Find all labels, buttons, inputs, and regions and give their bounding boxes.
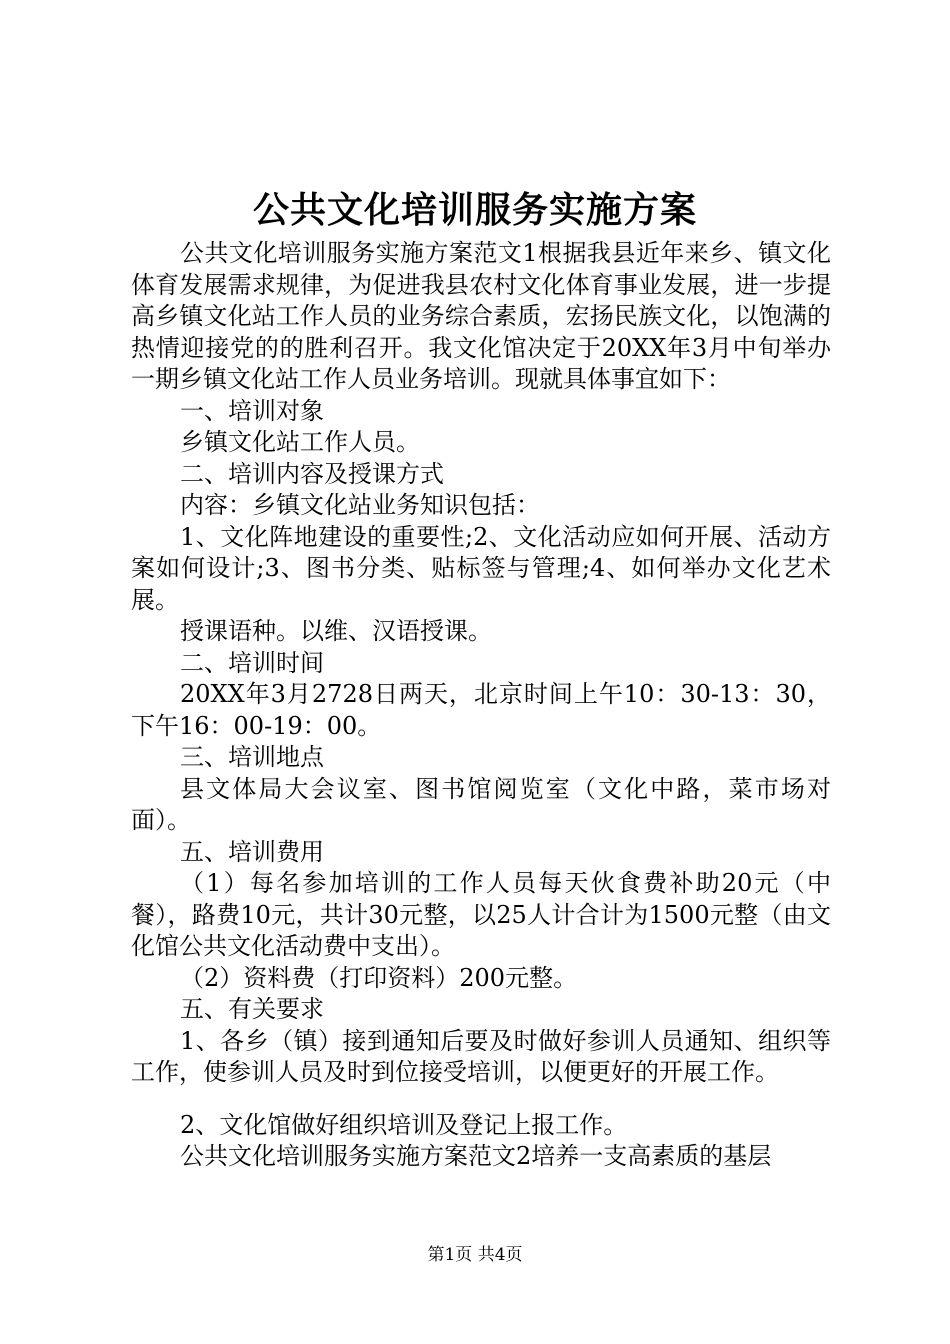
paragraph-requirement-1: 1、各乡（镇）接到通知后要及时做好参训人员通知、组织等工作，使参训人员及时到位接受培训，以便更好的开展工作。	[131, 1026, 831, 1086]
document-title: 公共文化培训服务实施方案	[252, 189, 697, 231]
paragraph-intro: 公共文化培训服务实施方案范文1根据我县近年来乡、镇文化体育发展需求规律，为促进我县农村文化体育事业发展，进一步提高乡镇文化站工作人员的业务综合素质，宏扬民族文化，以饱满的热情迎接党的的胜利召开。我文化馆决定于20XX年3月中旬举办一期乡镇文化站工作人员业务培训。现就具体事宜如下：	[131, 239, 831, 393]
heading-training-time: 二、培训时间	[180, 648, 324, 677]
paragraph-training-time: 20XX年3月2728日两天，北京时间上午10：30-13：30，下午16：00-19：00。	[131, 680, 831, 740]
paragraph-cost-materials: （2）资料费（打印资料）200元整。	[180, 963, 578, 992]
heading-training-target: 一、培训对象	[180, 396, 324, 425]
paragraph-training-location: 县文体局大会议室、图书馆阅览室（文化中路，菜市场对面）。	[131, 774, 831, 834]
heading-requirements: 五、有关要求	[180, 995, 324, 1023]
document-body	[131, 238, 831, 1173]
heading-training-cost: 五、培训费用	[180, 837, 324, 866]
paragraph-requirement-2: 2、文化馆做好组织培训及登记上报工作。	[180, 1110, 628, 1139]
heading-training-content: 二、培训内容及授课方式	[180, 459, 444, 488]
heading-training-location: 三、培训地点	[180, 743, 324, 771]
paragraph-content-list: 1、文化阵地建设的重要性;2、文化活动应如何开展、活动方案如何设计;3、图书分类、贴标签与管理;4、如何举办文化艺术展。	[131, 522, 831, 614]
paragraph-language: 授课语种。以维、汉语授课。	[180, 617, 492, 645]
paragraph-example-2: 公共文化培训服务实施方案范文2培养一支高素质的基层	[180, 1142, 772, 1170]
paragraph-training-target: 乡镇文化站工作人员。	[180, 428, 420, 456]
page-number: 第1页 共4页	[427, 1245, 523, 1265]
paragraph-cost-meals: （1）每名参加培训的工作人员每天伙食费补助20元（中餐），路费10元，共计30元整，以25人计合计为1500元整（由文化馆公共文化活动费中支出）。	[131, 869, 831, 960]
paragraph-content-intro: 内容：乡镇文化站业务知识包括：	[180, 491, 540, 519]
